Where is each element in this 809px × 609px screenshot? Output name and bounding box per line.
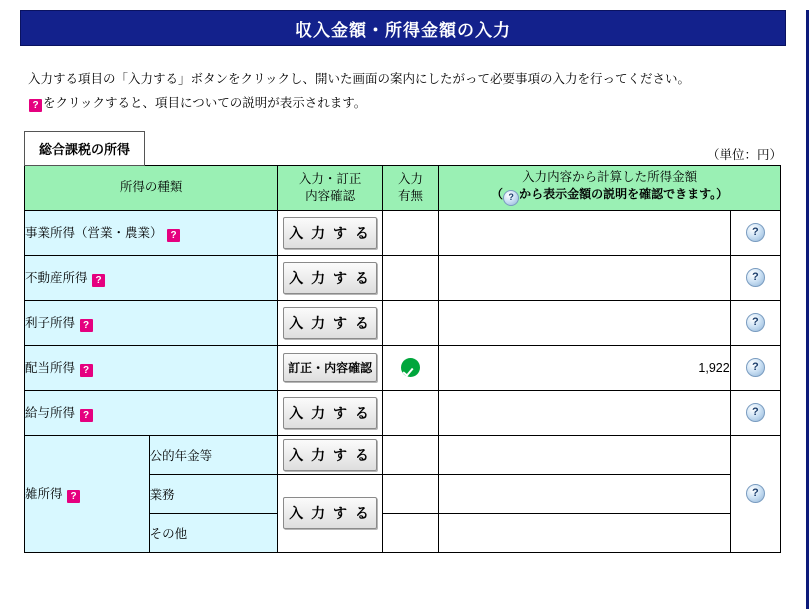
row-kind-business <box>25 210 278 255</box>
column-header-amount-line2: （ ? から表示金額の説明を確認できます。） <box>439 186 780 206</box>
column-header-entry <box>278 165 383 210</box>
check-circle-icon <box>401 358 420 377</box>
row-flag-cell <box>382 435 438 474</box>
row-kind-misc-other: その他 <box>149 513 278 552</box>
enter-button[interactable]: 入 力 す る <box>283 262 377 294</box>
help-icon[interactable]: ? <box>746 358 765 377</box>
column-header-kind <box>25 165 278 210</box>
row-label: 利子所得 <box>25 316 76 330</box>
row-label: 事業所得（営業・農業） <box>25 226 163 240</box>
table-row <box>25 345 781 390</box>
page-header-banner <box>20 10 786 46</box>
help-mark-icon[interactable]: ? <box>92 274 105 287</box>
correct-button[interactable]: 訂正・内容確認 <box>283 353 377 382</box>
row-entry-cell <box>278 210 383 255</box>
row-help-cell <box>730 345 780 390</box>
enter-button[interactable]: 入 力 す る <box>283 397 377 429</box>
row-kind-misc-pension: 公的年金等 <box>149 435 278 474</box>
column-header-flag-line2: 有無 <box>398 188 424 203</box>
page-root <box>0 10 809 609</box>
row-label: 不動産所得 <box>25 271 88 285</box>
row-amount-cell: 1,922 <box>439 345 731 390</box>
enter-button[interactable]: 入 力 す る <box>283 307 377 339</box>
column-header-flag-line1: 入力 <box>398 171 424 186</box>
instruction-line-2-text: をクリックすると、項目についての説明が表示されます。 <box>43 95 367 110</box>
column-header-amount-line1: 入力内容から計算した所得金額 <box>522 170 698 185</box>
row-kind-misc-business: 業務 <box>149 474 278 513</box>
row-flag-cell <box>382 255 438 300</box>
column-header-flag <box>382 165 438 210</box>
income-table-body <box>24 165 781 553</box>
table-row <box>25 210 781 255</box>
table-row <box>25 435 781 474</box>
row-kind-interest <box>25 300 278 345</box>
row-flag-cell <box>382 513 438 552</box>
row-kind-misc <box>25 435 150 552</box>
help-mark-icon[interactable]: ? <box>80 409 93 422</box>
row-kind-dividend <box>25 345 278 390</box>
row-amount-cell <box>439 255 731 300</box>
row-entry-cell <box>278 435 383 474</box>
column-header-amount <box>439 165 781 210</box>
row-amount-cell <box>439 300 731 345</box>
row-amount-cell <box>439 210 731 255</box>
enter-button[interactable]: 入 力 す る <box>283 439 377 471</box>
row-label: 配当所得 <box>25 361 76 375</box>
row-help-cell <box>730 390 780 435</box>
row-entry-cell <box>278 345 383 390</box>
row-flag-cell <box>382 390 438 435</box>
row-amount-cell <box>439 513 731 552</box>
enter-button[interactable]: 入 力 す る <box>283 497 377 529</box>
row-kind-realestate <box>25 255 278 300</box>
help-icon[interactable]: ? <box>746 403 765 422</box>
unit-label: （単位：円） <box>706 147 782 162</box>
row-amount-cell <box>439 390 731 435</box>
table-row <box>25 390 781 435</box>
row-entry-cell <box>278 255 383 300</box>
row-label: 給与所得 <box>25 406 76 420</box>
row-kind-salary <box>25 390 278 435</box>
row-amount-cell <box>439 474 731 513</box>
column-header-entry-line1: 入力・訂正 <box>298 171 362 186</box>
help-icon[interactable]: ? <box>503 190 519 206</box>
row-help-cell <box>730 435 780 552</box>
instruction-line-2 <box>28 92 806 116</box>
row-flag-cell <box>382 474 438 513</box>
help-mark-icon[interactable]: ? <box>167 229 180 242</box>
table-column-headers <box>25 165 781 210</box>
row-label: 雑所得 <box>25 487 63 501</box>
instruction-text <box>28 68 806 116</box>
row-amount-cell <box>439 435 731 474</box>
help-icon[interactable]: ? <box>746 268 765 287</box>
column-header-entry-line2: 内容確認 <box>305 188 356 203</box>
subheader-row <box>24 132 782 166</box>
row-help-cell <box>730 210 780 255</box>
table-row <box>25 300 781 345</box>
help-mark-icon[interactable]: ? <box>80 364 93 377</box>
column-header-kind-label: 所得の種類 <box>119 180 183 195</box>
help-icon[interactable]: ? <box>746 313 765 332</box>
help-icon[interactable]: ? <box>746 223 765 242</box>
page-title: 収入金額・所得金額の入力 <box>295 20 511 40</box>
row-entry-cell <box>278 474 383 552</box>
help-icon[interactable]: ? <box>746 484 765 503</box>
row-entry-cell <box>278 300 383 345</box>
help-mark-icon[interactable]: ? <box>80 319 93 332</box>
table-row <box>25 255 781 300</box>
instruction-line-1: 入力する項目の「入力する」ボタンをクリックし、開いた画面の案内にしたがって必要事項の入力を行ってください。 <box>28 72 691 86</box>
tab-comprehensive-income[interactable]: 総合課税の所得 <box>24 131 145 166</box>
row-help-cell <box>730 255 780 300</box>
row-entry-cell <box>278 390 383 435</box>
row-flag-cell <box>382 300 438 345</box>
row-flag-cell <box>382 210 438 255</box>
enter-button[interactable]: 入 力 す る <box>283 217 377 249</box>
help-mark-icon: ? <box>29 99 42 112</box>
row-flag-cell <box>382 345 438 390</box>
row-help-cell <box>730 300 780 345</box>
help-mark-icon[interactable]: ? <box>67 490 80 503</box>
